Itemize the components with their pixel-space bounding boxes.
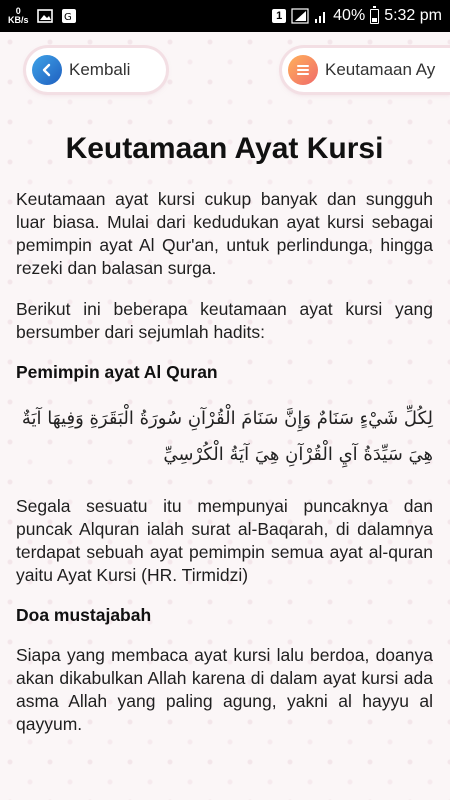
menu-icon [288,55,318,85]
translate-icon [61,8,77,24]
back-button[interactable] [26,48,166,92]
article [16,132,433,754]
top-nav [0,32,450,122]
back-label: Kembali [69,60,131,79]
arabic-verse: لِكُلِّ شَيْءٍ سَنَامٌ وَإِنَّ سَنَامَ الْقُرْآنِ سُورَةُ الْبَقَرَةِ وَفِيهَا آيَةٌ هِيَ سَيِّدَةُ آيِ الْقُرْآنِ هِيَ آيَةُ الْكُرْسِيِّ [21,408,433,465]
image-icon [37,9,53,23]
signal-bars-icon [314,8,328,24]
intro-paragraph-2: Berikut ini beberapa keutamaan ayat kursi yang bersumber dari sejumlah hadits: [16,299,433,342]
page-title-pill [282,48,450,92]
status-bar [0,0,450,32]
page-title: Keutamaan Ayat Kursi [65,132,384,165]
network-speed-value: 0 [15,6,21,16]
title-pill-label: Keutamaan Ay [325,60,436,79]
svg-text:G: G [63,12,72,23]
network-speed [8,7,29,25]
back-arrow-icon [32,55,62,85]
intro-paragraph: Keutamaan ayat kursi cukup banyak dan sungguh luar biasa. Mulai dari kedudukan ayat kursi sebagai pemimpin ayat Al Qur'an, untuk perlindunga, hingga rezeki dan balasan surga. [16,189,433,278]
status-right [272,7,442,25]
clock: 5:32 pm [384,7,442,24]
section-heading-leader: Pemimpin ayat Al Quran [16,362,218,382]
section-heading-doa: Doa mustajabah [16,605,152,625]
status-left [8,7,77,25]
battery-percent: 40% [333,7,366,24]
section-text-doa: Siapa yang membaca ayat kursi lalu berdoa, doanya akan dikabulkan Allah karena di dalam ayat kursi ada asma Allah yang paling agung, yakni al hayyu al qayyum. [16,645,433,734]
page [0,32,450,800]
network-speed-unit: KB/s [8,15,29,25]
sim-badge: 1 [272,9,286,23]
signal-icon [291,8,309,24]
battery-icon [370,9,379,24]
section-text-leader: Segala sesuatu itu mempunyai puncaknya dan puncak Alquran ialah surat al-Baqarah, di dalamnya terdapat sebuah ayat pemimpin semua ayat al-quran yaitu Ayat Kursi (HR. Tirmidzi) [16,496,433,585]
